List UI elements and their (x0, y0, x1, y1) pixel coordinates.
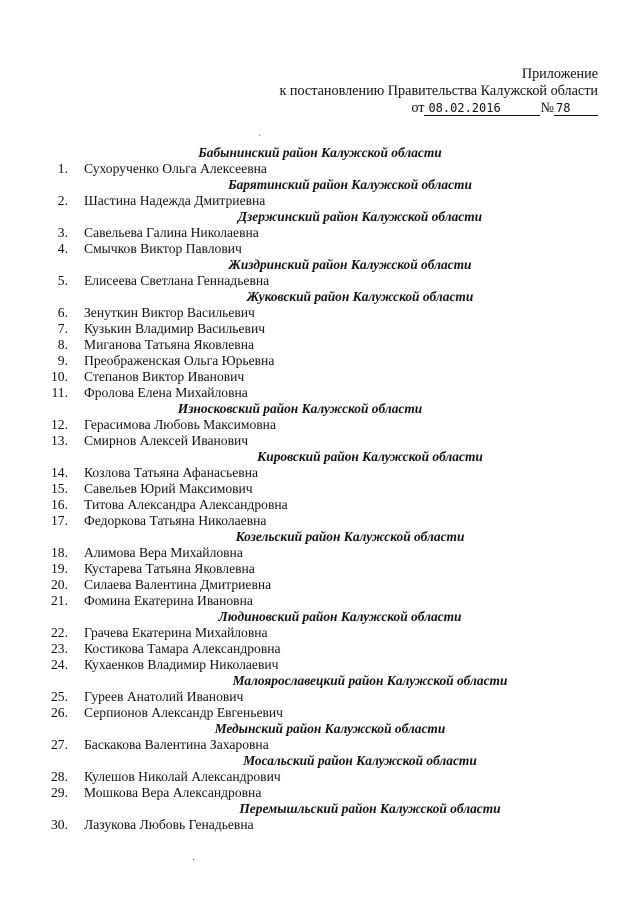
person-name: Шастина Надежда Дмитриевна (84, 193, 266, 208)
region-name: Медынский район Калужской области (214, 721, 446, 736)
region-heading (0, 177, 640, 193)
person-name: Силаева Валентина Дмитриевна (84, 577, 272, 592)
list-item (0, 625, 640, 641)
item-number: 8. (57, 337, 68, 352)
person-name: Лазукова Любовь Генадьевна (84, 817, 254, 832)
region-heading (0, 209, 640, 225)
list-item (0, 689, 640, 705)
person-name: Кустарева Татьяна Яковлевна (84, 561, 255, 576)
list-item (0, 337, 640, 353)
region-heading (0, 673, 640, 689)
region-heading (0, 401, 640, 417)
person-name: Козлова Татьяна Афанасьевна (84, 465, 258, 480)
person-name: Кулешов Николай Александрович (84, 769, 281, 784)
person-name: Фомина Екатерина Ивановна (84, 593, 253, 608)
item-number: 15. (51, 481, 68, 496)
list-item (0, 513, 640, 529)
item-number: 9. (57, 353, 68, 368)
person-name: Миганова Татьяна Яковлевна (84, 337, 255, 352)
region-section (0, 145, 640, 177)
list-item (0, 305, 640, 321)
person-name: Серпионов Александр Евгеньевич (84, 705, 284, 720)
region-section (0, 401, 640, 449)
person-name: Баскакова Валентина Захаровна (84, 737, 269, 752)
item-number: 21. (51, 593, 68, 608)
person-name: Алимова Вера Михайловна (84, 545, 243, 560)
region-section (0, 257, 640, 289)
person-name: Герасимова Любовь Максимовна (84, 417, 276, 432)
region-heading (0, 145, 640, 161)
region-name: Кировский район Калужской области (257, 449, 483, 464)
item-number: 12. (51, 417, 68, 432)
region-section (0, 721, 640, 753)
region-section (0, 449, 640, 529)
item-number: 25. (51, 689, 68, 704)
region-name: Малоярославецкий район Калужской области (232, 673, 508, 688)
region-name: Износковский район Калужской области (177, 401, 423, 416)
item-number: 29. (51, 785, 68, 800)
list-item (0, 593, 640, 609)
person-name: Титова Александра Александровна (84, 497, 288, 512)
person-name: Елисеева Светлана Геннадьевна (84, 273, 270, 288)
item-number: 7. (57, 321, 68, 336)
number-prefix: № (540, 100, 554, 116)
list-item (0, 641, 640, 657)
list-item (0, 497, 640, 513)
list-item (0, 705, 640, 721)
list-item (0, 369, 640, 385)
list-item (0, 769, 640, 785)
region-section (0, 177, 640, 209)
region-name: Жиздринский район Калужской области (228, 257, 472, 272)
item-number: 17. (51, 513, 68, 528)
region-section (0, 289, 640, 401)
region-heading (0, 449, 640, 465)
item-number: 19. (51, 561, 68, 576)
recipients-list (0, 145, 640, 833)
region-heading (0, 721, 640, 737)
list-item (0, 385, 640, 401)
document-header (279, 66, 598, 117)
list-item (0, 193, 640, 209)
list-item (0, 545, 640, 561)
region-name: Людиновский район Калужской области (218, 609, 462, 624)
item-number: 20. (51, 577, 68, 592)
region-section (0, 529, 640, 609)
list-item (0, 481, 640, 497)
person-name: Костикова Тамара Александровна (84, 641, 281, 656)
item-number: 5. (57, 273, 68, 288)
person-name: Мошкова Вера Александровна (84, 785, 262, 800)
person-name: Фролова Елена Михайловна (84, 385, 248, 400)
list-item (0, 785, 640, 801)
person-name: Сухорученко Ольга Алексеевна (84, 161, 267, 176)
person-name: Степанов Виктор Иванович (84, 369, 245, 384)
list-item (0, 817, 640, 833)
region-heading (0, 289, 640, 305)
person-name: Савельева Галина Николаевна (84, 225, 259, 240)
list-item (0, 241, 640, 257)
item-number: 24. (51, 657, 68, 672)
list-item (0, 417, 640, 433)
region-name: Мосальский район Калужской области (243, 753, 477, 768)
region-heading (0, 529, 640, 545)
item-number: 27. (51, 737, 68, 752)
list-item (0, 657, 640, 673)
region-section (0, 673, 640, 721)
list-item (0, 225, 640, 241)
person-name: Федоркова Татьяна Николаевна (84, 513, 267, 528)
item-number: 28. (51, 769, 68, 784)
item-number: 6. (57, 305, 68, 320)
list-item (0, 273, 640, 289)
item-number: 4. (57, 241, 68, 256)
person-name: Смирнов Алексей Иванович (84, 433, 249, 448)
item-number: 14. (51, 465, 68, 480)
region-name: Перемышльский район Калужской области (239, 801, 501, 816)
item-number: 11. (51, 385, 68, 400)
region-section (0, 609, 640, 673)
region-heading (0, 257, 640, 273)
scan-speck: ˋ (258, 134, 262, 145)
person-name: Смычков Виктор Павлович (84, 241, 242, 256)
person-name: Савельев Юрий Максимович (84, 481, 253, 496)
list-item (0, 161, 640, 177)
item-number: 18. (51, 545, 68, 560)
region-section (0, 753, 640, 801)
item-number: 13. (51, 433, 68, 448)
region-section (0, 801, 640, 833)
list-item (0, 737, 640, 753)
item-number: 30. (51, 817, 68, 832)
region-name: Дзержинский район Калужской области (237, 209, 483, 224)
list-item (0, 465, 640, 481)
region-name: Жуковский район Калужской области (246, 289, 474, 304)
item-number: 1. (57, 161, 68, 176)
item-number: 3. (57, 225, 68, 240)
document-date: 08.02.2016 (424, 101, 540, 116)
list-item (0, 577, 640, 593)
item-number: 23. (51, 641, 68, 656)
region-name: Барятинский район Калужской области (228, 177, 472, 192)
document-number: 78 (554, 101, 598, 116)
region-section (0, 209, 640, 257)
item-number: 22. (51, 625, 68, 640)
person-name: Кухаенков Владимир Николаевич (84, 657, 279, 672)
date-prefix: от (411, 100, 425, 116)
appendix-subtitle: к постановлению Правительства Калужской области (279, 83, 598, 99)
region-name: Бабынинский район Калужской области (198, 145, 442, 160)
item-number: 2. (57, 193, 68, 208)
date-number-line (279, 100, 598, 117)
appendix-title: Приложение (521, 66, 598, 82)
region-name: Козельский район Калужской области (235, 529, 465, 544)
person-name: Преображенская Ольга Юрьевна (84, 353, 275, 368)
item-number: 10. (51, 369, 68, 384)
person-name: Зенуткин Виктор Васильевич (84, 305, 255, 320)
person-name: Гуреев Анатолий Иванович (84, 689, 244, 704)
item-number: 26. (51, 705, 68, 720)
scan-speck: · (192, 855, 196, 866)
item-number: 16. (51, 497, 68, 512)
list-item (0, 433, 640, 449)
list-item (0, 353, 640, 369)
region-heading (0, 753, 640, 769)
person-name: Кузькин Владимир Васильевич (84, 321, 266, 336)
person-name: Грачева Екатерина Михайловна (84, 625, 268, 640)
list-item (0, 321, 640, 337)
region-heading (0, 609, 640, 625)
region-heading (0, 801, 640, 817)
list-item (0, 561, 640, 577)
